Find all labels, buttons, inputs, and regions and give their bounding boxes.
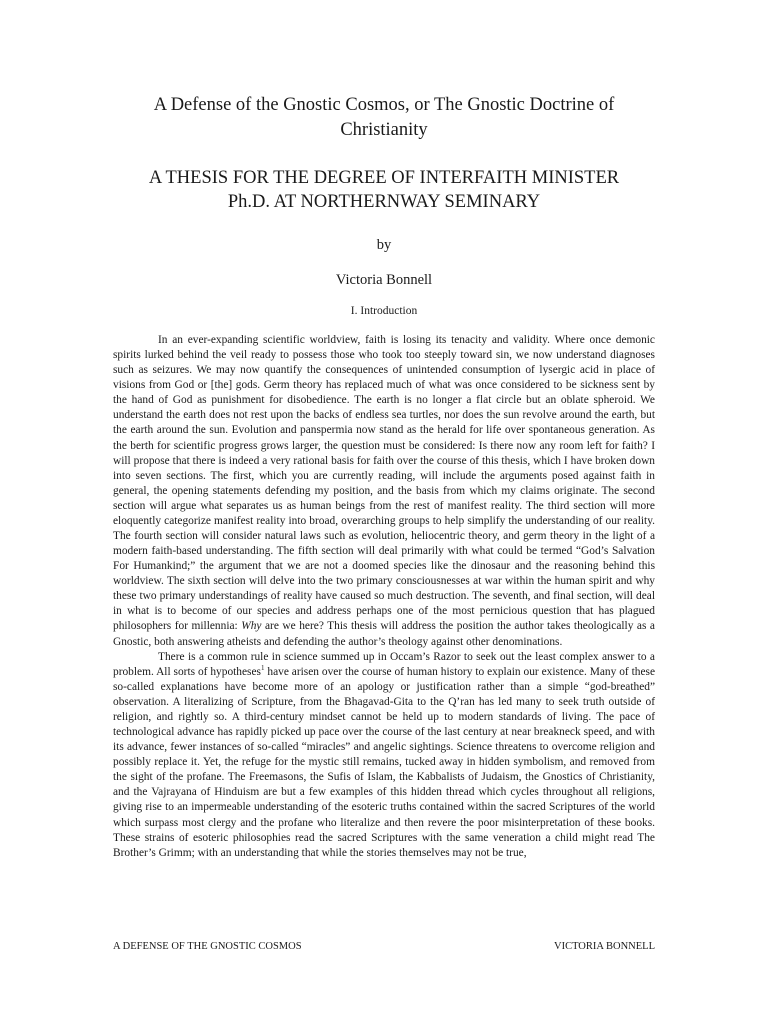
author-name: Victoria Bonnell	[335, 272, 433, 288]
body-text	[113, 333, 655, 861]
thesis-line-2: Ph.D. AT NORTHERNWAY SEMINARY	[227, 192, 541, 212]
thesis-line-1: A THESIS FOR THE DEGREE OF INTERFAITH MINISTER	[148, 168, 620, 188]
paragraph-1-emphasis: Why	[241, 620, 262, 633]
title-line-2: Christianity	[340, 120, 428, 140]
section-heading: I. Introduction	[350, 305, 418, 317]
thesis-statement	[100, 166, 668, 214]
by-line: by	[376, 237, 392, 253]
paragraph-2	[113, 650, 655, 861]
paragraph-1-text-b: are we here? This thesis will address the position the author takes theologically as a Gnostic, both answering atheists and defending the author’s theology against other denominations.	[113, 620, 655, 648]
paragraph-1	[113, 333, 655, 650]
page-footer	[113, 940, 655, 953]
footnote-marker[interactable]: 1	[260, 663, 265, 672]
paragraph-2-text-b: have arisen over the course of human history to explain our existence. Many of these so-called explanations have become more of an apology or justification rather than a simple “god-breathed” observation. A literalizing of Scripture, from the Bhagavad-Gita to the Q’ran has led many to seek truth outside of religion, and rightly so. A third-century mindset cannot be held up to modern standards of living. The pace of technological advance has rapidly picked up pace over the course of the last century at near breakneck speed, and with its advance, fewer instances of so-called “miracles” and angelic sightings. Science threatens to overcome religion and possibly replace it. Yet, the refuge for the mystic still remains, tucked away in hidden symbolism, and removed from the sight of the profane. The Freemasons, the Sufis of Islam, the Kabbalists of Judaism, the Gnostics of Christianity, and the Vajrayana of Hinduism are but a few examples of this hidden thread which cycles throughout all religions, giving rise to an impermeable understanding of the esoteric truths contained within the sacred Scriptures of the world which surpass most clergy and the profane who literalize and then revere the poor misinterpretation of these books. These strains of esoteric philosophies read the sacred Scriptures with the same veneration a child might read The Brother’s Grimm; with an understanding that while the stories themselves may not be true,	[113, 665, 656, 859]
footer-author: VICTORIA BONNELL	[553, 941, 655, 952]
footer-title: A DEFENSE OF THE GNOSTIC COSMOS	[113, 941, 302, 952]
paragraph-1-text-a: In an ever-expanding scientific worldview, faith is losing its tenacity and validity. Where once demonic spirits lurked behind the veil ready to possess those who took too steeply toward sin, we now understand diagnoses such as seizures. We may now quantify the consequences of unintended consumption of lysergic acid in place of visions from God or [the] gods. Germ theory has replaced much of what was once considered to be sickness sent by the hand of God as punishment for disobedience. The earth is no longer a flat circle but an oblate spheroid. We understand the earth does not rest upon the backs of endless sea turtles, nor does the sun revolve around the earth, but the earth around the sun. Evolution and panspermia now stand as the herald for life over spontaneous generation. As the berth for scientific progress grows larger, the question must be considered: Is there now any room left for faith? I will propose that there is indeed a very rational basis for faith over the course of this thesis, which I have broken down into seven sections. The first, which you are currently reading, will include the arguments posed against faith in general, the opening statements defending my position, and the basis from which my claims originate. The second section will argue what separates us as human beings from the rest of manifest reality. The third section will more eloquently categorize manifest reality into broad, overarching groups to help simplify the understanding of our reality. The fourth section will consider natural laws such as evolution, heliocentric theory, and germ theory in the light of a modern faith-based understanding. The fifth section will deal primarily with what could be termed “God’s Salvation For Humankind;” the argument that we are not a doomed species like the dinosaur and the reasoning behind this worldview. The sixth section will delve into the two primary consciousnesses at war within the human spirit and why these two primary understandings of reality have caused so much destruction. The seventh, and final section, will deal in what is to become of our species and address perhaps one of the most pernicious question that has plagued philosophers for millennia:	[113, 334, 655, 633]
title-line-1: A Defense of the Gnostic Cosmos, or The Gnostic Doctrine of	[153, 95, 615, 115]
paragraph-2-text-a: There is a common rule in science summed up in Occam’s Razor to seek out the least complex answer to a problem. All sorts of hypotheses	[113, 650, 655, 678]
document-title	[100, 93, 668, 143]
